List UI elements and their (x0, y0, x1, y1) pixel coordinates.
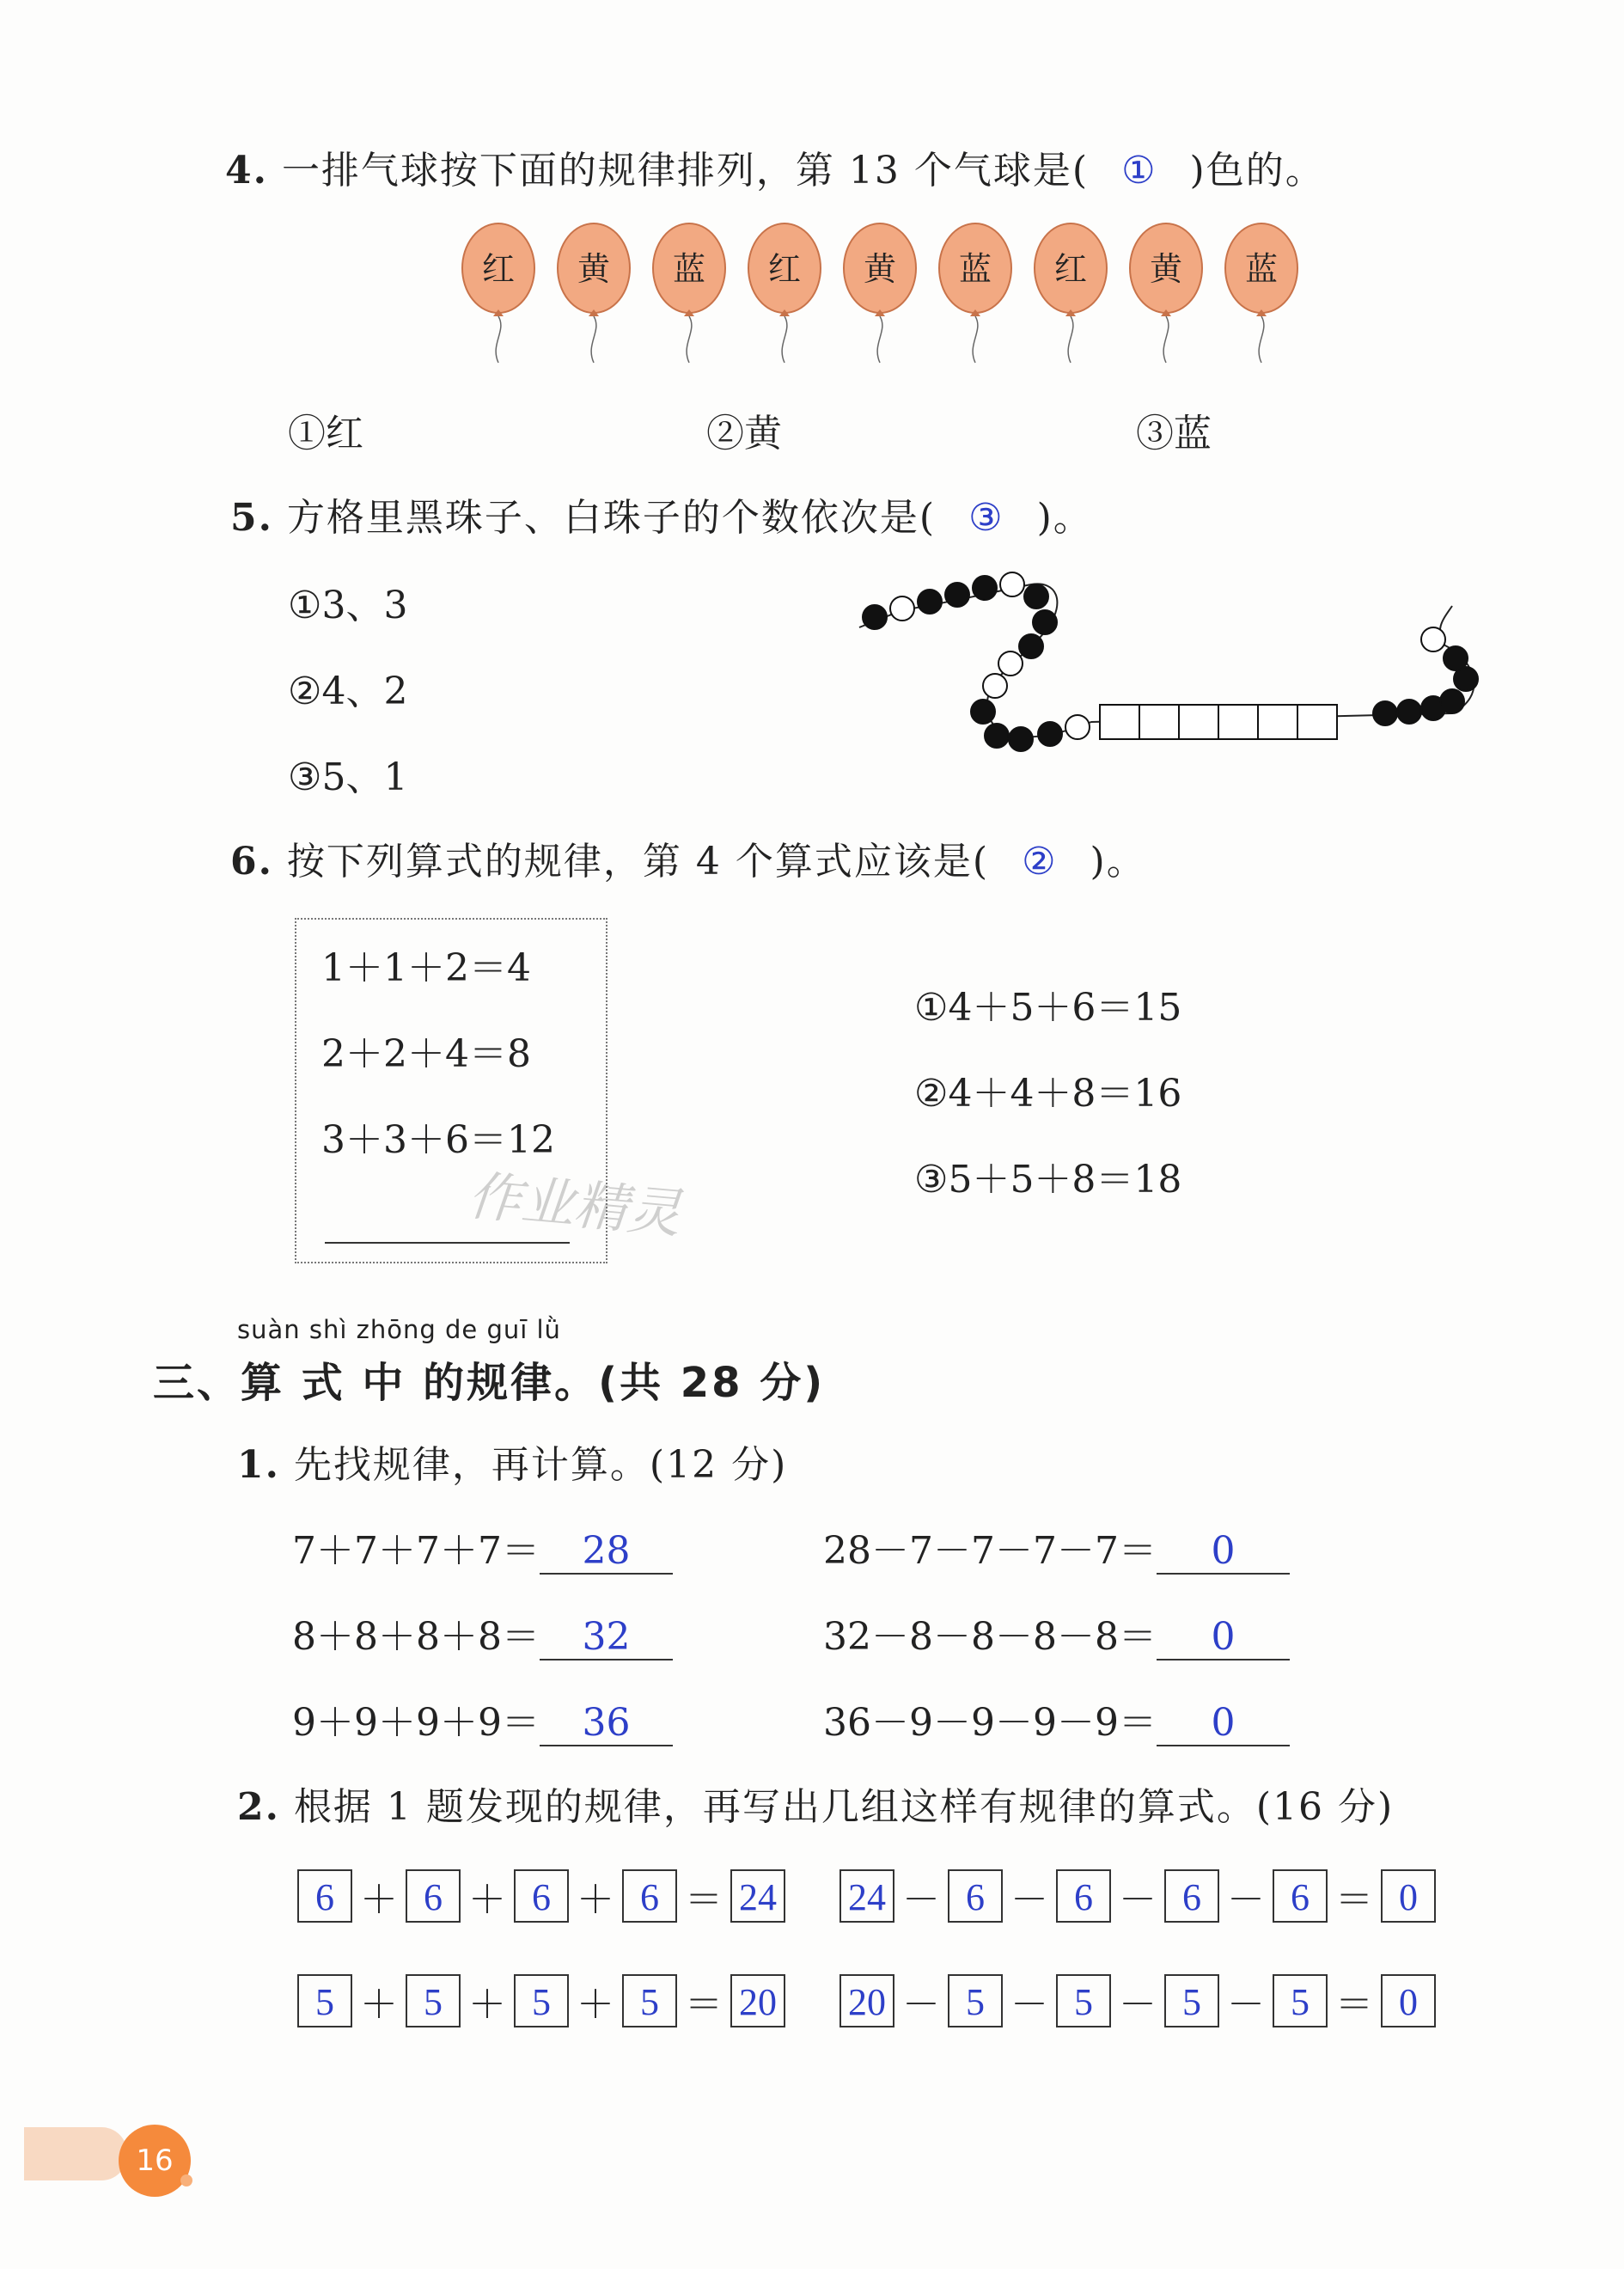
q5-answer: ③ (968, 497, 1004, 539)
q5-option-3[interactable]: ③5、1 (288, 755, 408, 799)
q6-answer: ② (1022, 841, 1058, 883)
hidden-bead-cell (1218, 705, 1258, 739)
calc-expression: 28－7－7－7－7＝ (823, 1529, 1157, 1573)
q6-option-2[interactable]: ②4＋4＋8＝16 (914, 1072, 1182, 1116)
calc-answer-blank[interactable]: 28 (540, 1529, 673, 1575)
difference-box[interactable]: 0 (1381, 1974, 1436, 2027)
calc-expression: 32－8－8－8－8＝ (823, 1615, 1157, 1659)
white-bead (1065, 715, 1090, 739)
hidden-bead-cell (1297, 705, 1337, 739)
calc-row-1-left (292, 1520, 673, 1575)
q6-prompt (230, 830, 1146, 885)
subtraction-equation-2 (839, 1973, 1436, 2028)
black-bead (945, 583, 969, 607)
q4-option-1[interactable]: ①红 (288, 412, 363, 456)
pattern-blank-line[interactable] (325, 1242, 570, 1244)
addition-equation-2 (297, 1973, 785, 2028)
q5-option-2[interactable]: ②4、2 (288, 670, 408, 713)
minus-sign: － (1227, 1878, 1265, 1922)
black-bead (1397, 700, 1421, 724)
subtraction-equation-1 (839, 1868, 1436, 1923)
balloon (1130, 223, 1202, 363)
subtrahend-box[interactable]: 6 (1273, 1869, 1328, 1923)
white-bead (890, 596, 914, 621)
q5-number: 5. (230, 496, 273, 540)
addend-box[interactable]: 5 (622, 1974, 677, 2027)
black-bead (1009, 727, 1033, 751)
calc-answer-blank[interactable]: 32 (540, 1615, 673, 1660)
black-bead (971, 700, 995, 724)
balloon (1225, 223, 1297, 363)
q4-text-after: )色的。 (1189, 149, 1325, 193)
equals-sign: ＝ (1335, 1878, 1373, 1922)
hidden-bead-cell (1100, 705, 1139, 739)
subtrahend-box[interactable]: 5 (1273, 1974, 1328, 2027)
plus-sign: ＋ (360, 1878, 398, 1922)
equals-sign: ＝ (1335, 1983, 1373, 2027)
minuend-box[interactable]: 20 (839, 1974, 894, 2027)
q4-text: 一排气球按下面的规律排列，第 13 个气球是( (281, 149, 1090, 193)
q6-option-3[interactable]: ③5＋5＋8＝18 (914, 1158, 1182, 1202)
balloon-label: 红 (767, 250, 802, 288)
watermark: 作业精灵 (465, 1164, 684, 1245)
difference-box[interactable]: 0 (1381, 1869, 1436, 1923)
black-bead (1024, 584, 1048, 609)
minus-sign: － (902, 1878, 940, 1922)
black-bead (1033, 610, 1057, 634)
q6-text: 按下列算式的规律，第 4 个算式应该是( (286, 840, 990, 884)
calc-answer-blank[interactable]: 36 (540, 1701, 673, 1746)
minus-sign: － (1227, 1983, 1265, 2027)
q4-answer: ① (1121, 150, 1157, 192)
addend-box[interactable]: 6 (297, 1869, 352, 1923)
calc-expression: 9＋9＋9＋9＝ (292, 1701, 540, 1745)
q4-number: 4. (225, 149, 268, 193)
equals-sign: ＝ (685, 1983, 723, 2027)
minus-sign: － (1119, 1878, 1157, 1922)
black-bead (1444, 646, 1468, 670)
balloon (1035, 223, 1107, 363)
black-bead (1019, 634, 1043, 658)
q4-prompt (225, 139, 1325, 194)
addend-box[interactable]: 5 (406, 1974, 461, 2027)
balloon-label: 黄 (577, 250, 611, 288)
s3q1-number: 1. (237, 1443, 280, 1487)
balloon (558, 223, 630, 363)
bead-string (851, 567, 1512, 765)
balloon-label: 黄 (863, 250, 897, 288)
calc-row-2-left (292, 1605, 673, 1660)
balloon-label: 蓝 (672, 250, 706, 288)
calc-row-1-right (823, 1520, 1290, 1575)
addend-box[interactable]: 6 (622, 1869, 677, 1923)
black-bead (1038, 722, 1062, 746)
q4-option-3[interactable]: ③蓝 (1136, 412, 1212, 456)
calc-expression: 8＋8＋8＋8＝ (292, 1615, 540, 1659)
black-bead (973, 576, 997, 600)
white-bead (1421, 627, 1445, 651)
s3q2-prompt (237, 1776, 1394, 1831)
minus-sign: － (1010, 1983, 1048, 2027)
calc-answer-blank[interactable]: 0 (1157, 1701, 1290, 1746)
q6-option-1[interactable]: ①4＋5＋6＝15 (914, 986, 1182, 1030)
q5-option-1[interactable]: ①3、3 (288, 584, 408, 627)
s3q1-prompt (237, 1434, 787, 1489)
page-number: 16 (119, 2125, 191, 2197)
s3q2-text: 根据 1 题发现的规律，再写出几组这样有规律的算式。(16 分) (293, 1785, 1395, 1829)
balloon-label: 蓝 (1244, 250, 1279, 288)
hidden-bead-cell (1139, 705, 1179, 739)
addition-equation-1 (297, 1868, 785, 1923)
calc-row-3-left (292, 1691, 673, 1746)
footer-dot (180, 2174, 192, 2186)
footer-tab (24, 2127, 127, 2180)
plus-sign: ＋ (577, 1878, 614, 1922)
white-bead (1000, 572, 1024, 596)
balloon-label: 红 (1053, 250, 1088, 288)
minuend-box[interactable]: 24 (839, 1869, 894, 1923)
addend-box[interactable]: 5 (514, 1974, 569, 2027)
q5-text: 方格里黑珠子、白珠子的个数依次是( (286, 496, 937, 540)
pattern-line-2: 2＋2＋4＝8 (321, 1032, 531, 1076)
subtrahend-box[interactable]: 5 (1056, 1974, 1111, 2027)
balloon-label: 红 (481, 250, 516, 288)
black-bead (918, 590, 942, 614)
calc-answer-blank[interactable]: 0 (1157, 1529, 1290, 1575)
pattern-line-3: 3＋3＋6＝12 (321, 1118, 555, 1162)
white-bead (998, 651, 1023, 676)
section3-pinyin: suàn shì zhōng de guī lǜ (237, 1315, 561, 1344)
subtrahend-box[interactable]: 6 (1056, 1869, 1111, 1923)
subtrahend-box[interactable]: 5 (948, 1974, 1003, 2027)
plus-sign: ＋ (468, 1983, 506, 2027)
q6-number: 6. (230, 840, 273, 884)
s3q2-number: 2. (237, 1785, 280, 1829)
balloon-label: 蓝 (958, 250, 992, 288)
q5-prompt (230, 486, 1093, 541)
white-bead (983, 674, 1007, 698)
addend-box[interactable]: 6 (406, 1869, 461, 1923)
minus-sign: － (902, 1983, 940, 2027)
sum-box[interactable]: 24 (730, 1869, 785, 1923)
hidden-bead-cell (1179, 705, 1218, 739)
addend-box[interactable]: 6 (514, 1869, 569, 1923)
calc-expression: 7＋7＋7＋7＝ (292, 1529, 540, 1573)
black-bead (863, 605, 887, 629)
addend-box[interactable]: 5 (297, 1974, 352, 2027)
balloon-row (447, 215, 1315, 370)
minus-sign: － (1119, 1983, 1157, 2027)
black-bead (985, 724, 1009, 748)
calc-expression: 36－9－9－9－9＝ (823, 1701, 1157, 1745)
sum-box[interactable]: 20 (730, 1974, 785, 2027)
black-bead (1440, 689, 1464, 713)
calc-row-3-right (823, 1691, 1290, 1746)
black-bead (1373, 701, 1397, 725)
balloon (748, 223, 821, 363)
section3-title: 三、算 式 中 的规律。(共 28 分) (153, 1359, 826, 1407)
calc-answer-blank[interactable]: 0 (1157, 1615, 1290, 1660)
s3q1-text: 先找规律，再计算。(12 分) (293, 1443, 788, 1487)
balloon (653, 223, 725, 363)
calc-row-2-right (823, 1605, 1290, 1660)
balloon (844, 223, 916, 363)
balloon-label: 黄 (1149, 250, 1183, 288)
q5-text-after: )。 (1036, 496, 1093, 540)
plus-sign: ＋ (468, 1878, 506, 1922)
plus-sign: ＋ (360, 1983, 398, 2027)
minus-sign: － (1010, 1878, 1048, 1922)
subtrahend-box[interactable]: 5 (1164, 1974, 1219, 2027)
hidden-bead-cell (1258, 705, 1297, 739)
q4-option-2[interactable]: ②黄 (706, 412, 782, 456)
balloon (939, 223, 1011, 363)
balloon (462, 223, 534, 363)
subtrahend-box[interactable]: 6 (1164, 1869, 1219, 1923)
plus-sign: ＋ (577, 1983, 614, 2027)
pattern-line-1: 1＋1＋2＝4 (321, 946, 531, 990)
equals-sign: ＝ (685, 1878, 723, 1922)
q6-text-after: )。 (1090, 840, 1146, 884)
subtrahend-box[interactable]: 6 (948, 1869, 1003, 1923)
